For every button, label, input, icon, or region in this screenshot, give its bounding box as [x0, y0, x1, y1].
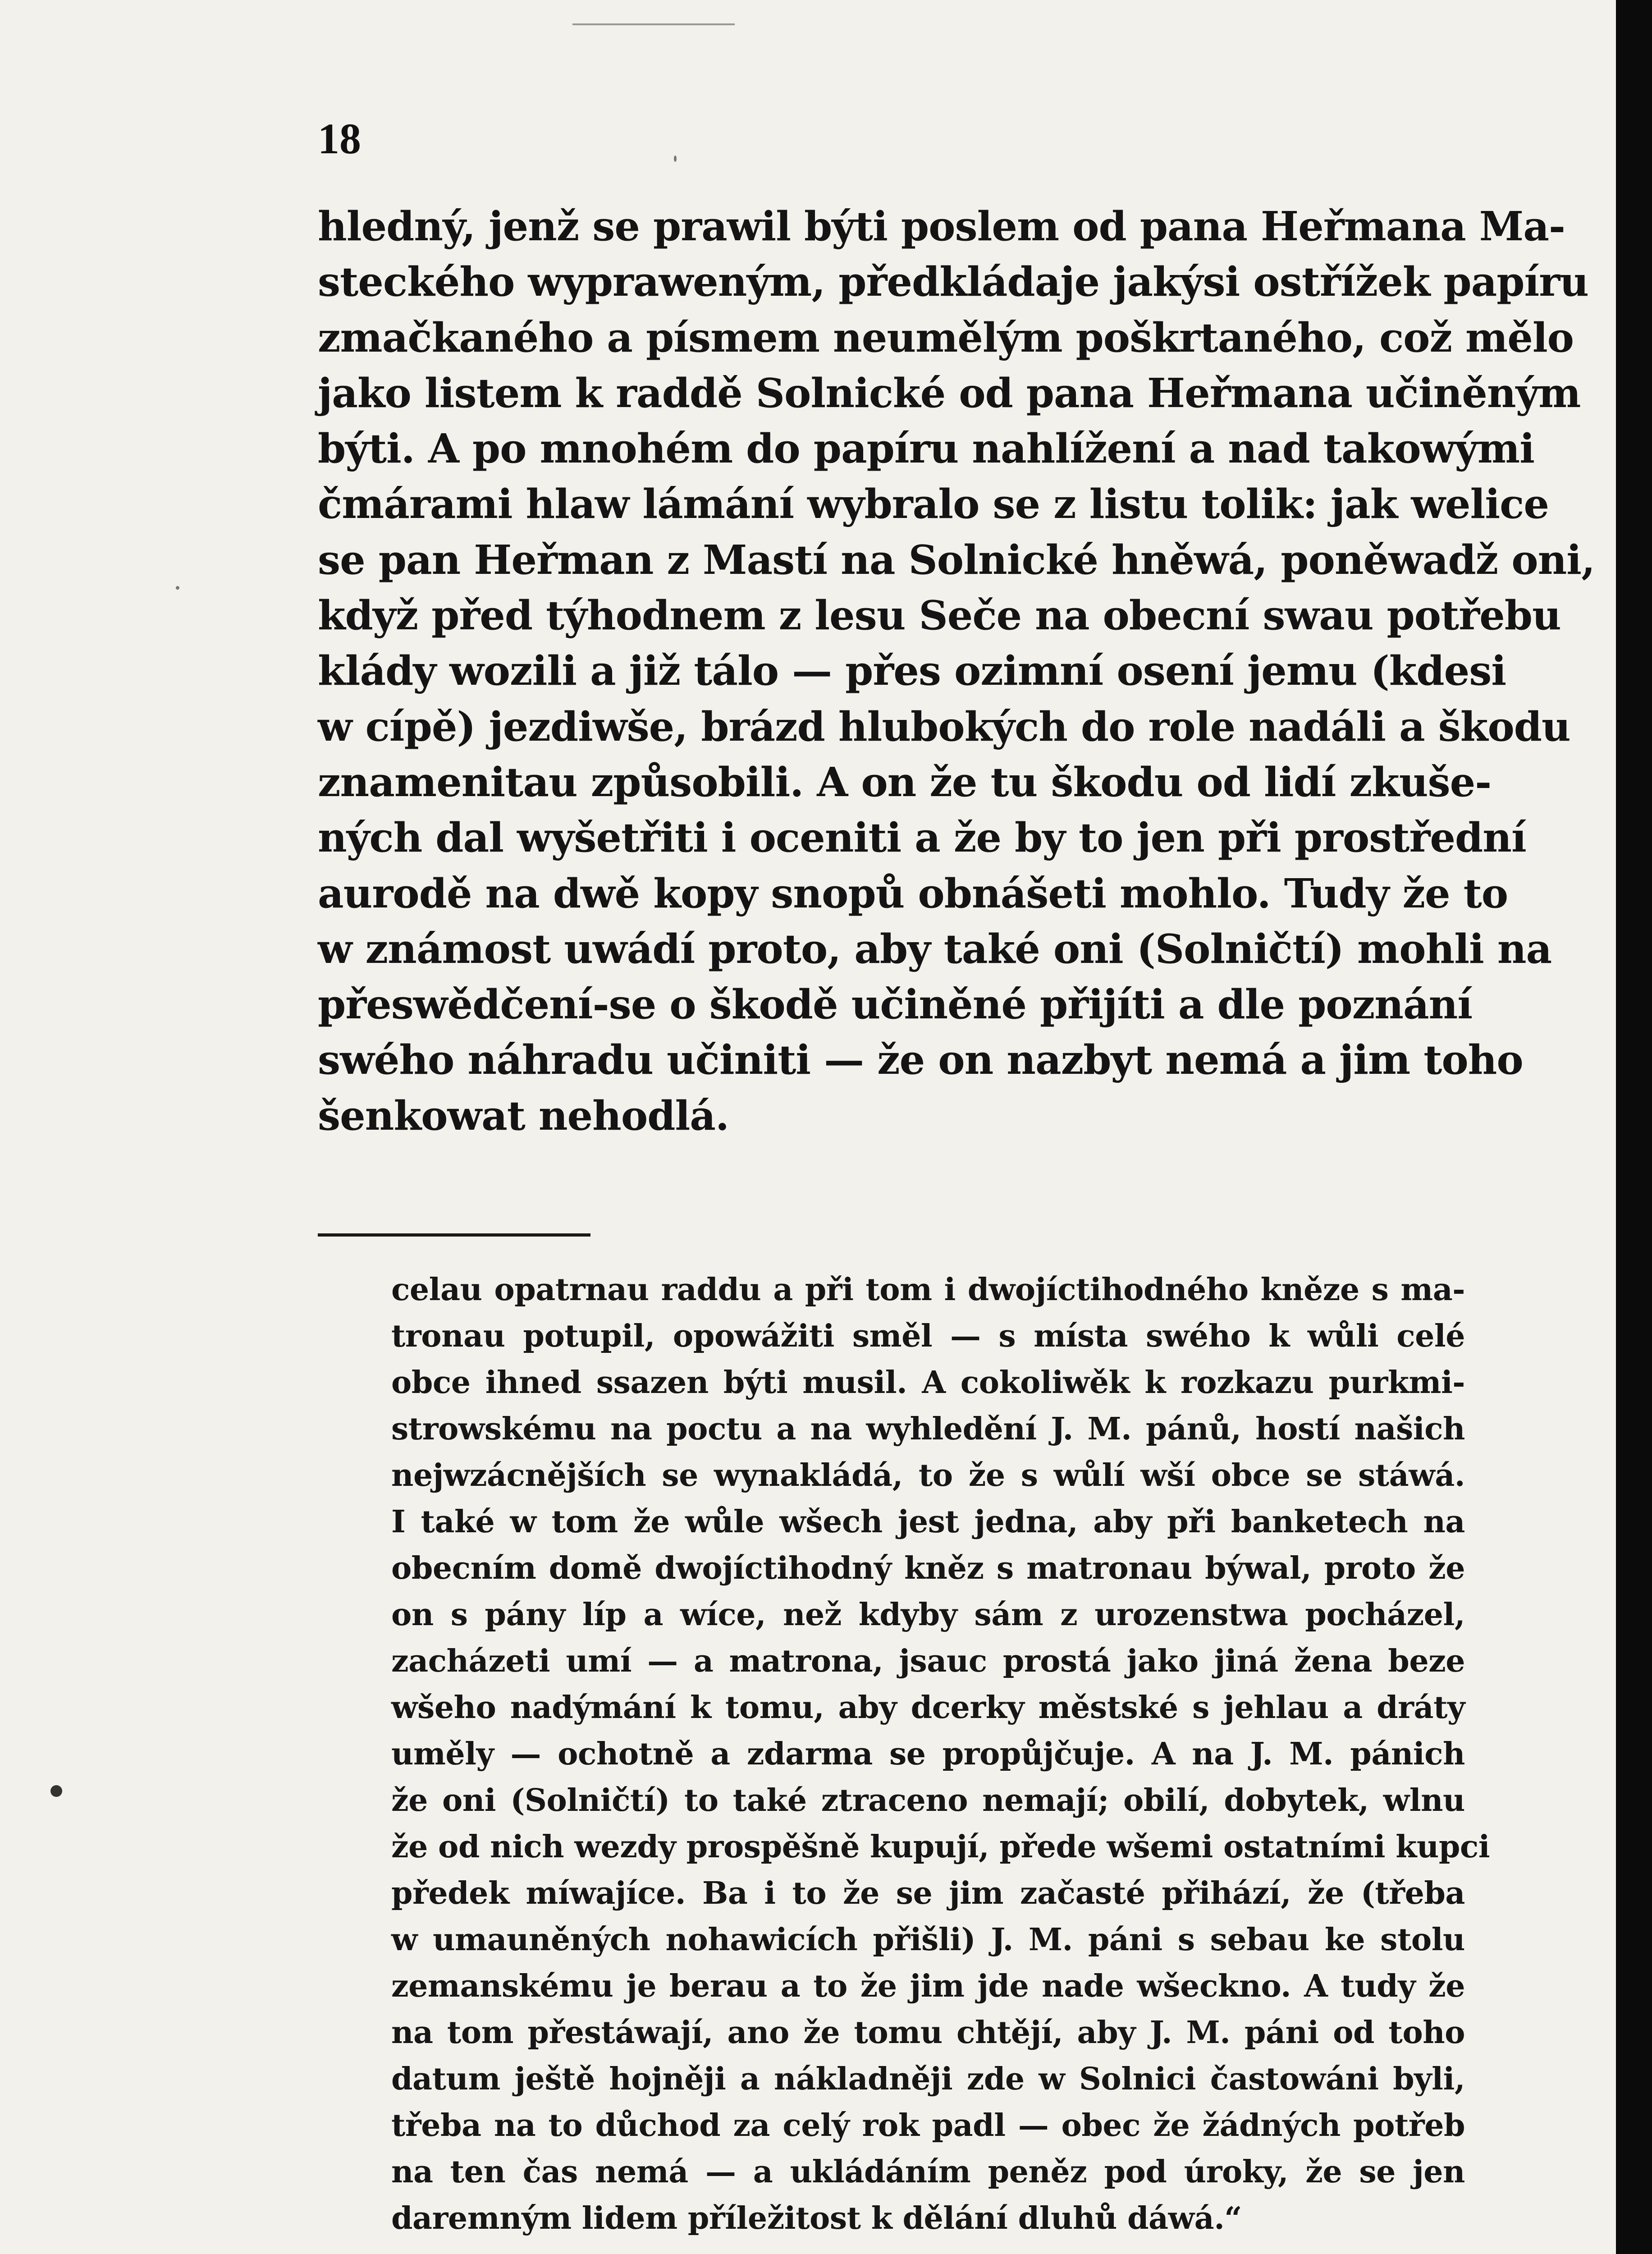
main-text-line: w cípě) jezdiwše, brázd hlubokých do role nadáli a škodu	[318, 702, 1570, 750]
footnote-line: že od nich wezdy prospěšně kupují, přede wšemi ostatními kupci	[391, 1829, 1490, 1865]
main-text-line: se pan Heřman z Mastí na Solnické hněwá, poněwadž oni,	[318, 536, 1595, 583]
footnote-line: zemanskému je berau a to že jim jde nade wšeckno. A tudy že	[391, 1968, 1465, 2004]
main-text-line: klády wozili a již tálo — přes ozimní osení jemu (kdesi	[318, 647, 1506, 695]
main-text-line: šenkowat nehodlá.	[318, 1091, 729, 1139]
page-number: 18	[318, 115, 361, 163]
footnote-line: obecním domě dwojíctihodný kněz s matronau býwal, proto že	[391, 1550, 1465, 1586]
footnote-line: wšeho nadýmání k tomu, aby dcerky městské s jehlau a dráty	[391, 1690, 1465, 1726]
main-text-block	[318, 198, 1595, 1143]
footnote-line: nejwzácnějších se wynakládá, to že s wůlí wší obce se stáwá.	[391, 1457, 1465, 1494]
main-text-line: znamenitau způsobili. A on že tu škodu od lidí zkuše-	[318, 758, 1492, 806]
footnote-line: strowskému na poctu a na wyhledění J. M. pánů, hostí našich	[391, 1411, 1465, 1447]
scan-speck	[50, 1785, 62, 1797]
main-text-line: býti. A po mnohém do papíru nahlížení a nad takowými	[318, 425, 1535, 472]
main-text-line: swého náhradu učiniti — že on nazbyt nemá a jim toho	[318, 1036, 1523, 1084]
scan-border	[1616, 0, 1652, 2254]
footnote-line: I také w tom že wůle wšech jest jedna, aby při banketech na	[391, 1504, 1465, 1540]
footnote-line: na tom přestáwají, ano že tomu chtějí, aby J. M. páni od toho	[391, 2015, 1465, 2051]
footnote-line: celau opatrnau raddu a při tom i dwojíctihodného kněze s ma-	[391, 1272, 1465, 1308]
scan-speck	[176, 586, 179, 590]
footnote-separator	[318, 1233, 590, 1237]
footnote-line: že oni (Solničtí) to také ztraceno nemají; obilí, dobytek, wlnu	[391, 1782, 1465, 1819]
main-text-line: čmárami hlaw lámání wybralo se z listu tolik: jak welice	[318, 480, 1549, 528]
footnote-line: třeba na to důchod za celý rok padl — obec že žádných potřeb	[391, 2107, 1465, 2144]
footnote-line: na ten čas nemá — a ukládáním peněz pod úroky, že se jen	[391, 2154, 1465, 2190]
footnote-line: on s pány líp a wíce, než kdyby sám z urozenstwa pocházel,	[391, 1597, 1465, 1633]
main-text-line: hledný, jenž se prawil býti poslem od pana Heřmana Ma-	[318, 202, 1565, 250]
scan-artifact-line	[572, 23, 735, 25]
main-text-line: přeswědčení-se o škodě učiněné přijíti a dle poznání	[318, 980, 1473, 1028]
scan-speck	[674, 156, 677, 162]
footnote-line: w umauněných nohawicích přišli) J. M. páni s sebau ke stolu	[391, 1922, 1465, 1958]
footnote-line: uměly — ochotně a zdarma se propůjčuje. A na J. M. pánich	[391, 1736, 1465, 1772]
footnote-line: zacházeti umí — a matrona, jsauc prostá jako jiná žena beze	[391, 1643, 1465, 1679]
footnote-line: předek míwajíce. Ba i to že se jim začasté přihází, že (třeba	[391, 1875, 1465, 1911]
footnote-line: tronau potupil, opowážiti směl — s místa swého k wůli celé	[391, 1318, 1465, 1354]
main-text-line: když před týhodnem z lesu Seče na obecní swau potřebu	[318, 591, 1561, 639]
footnote-line: datum ještě hojněji a nákladněji zde w Solnici častowáni byli,	[391, 2061, 1465, 2097]
main-text-line: aurodě na dwě kopy snopů obnášeti mohlo. Tudy že to	[318, 869, 1508, 917]
footnote-line: obce ihned ssazen býti musil. A cokoliwěk k rozkazu purkmi-	[391, 1365, 1465, 1401]
main-text-line: zmačkaného a písmem neumělým poškrtaného, což mělo	[318, 313, 1574, 361]
footnote-line: daremným lidem příležitost k dělání dluhů dáwá.“	[391, 2200, 1242, 2236]
main-text-line: jako listem k raddě Solnické od pana Heřmana učiněným	[318, 369, 1581, 417]
main-text-line: steckého wypraweným, předkládaje jakýsi ostřížek papíru	[318, 258, 1588, 306]
footnote-block	[391, 1267, 1490, 2242]
main-text-line: w známost uwádí proto, aby také oni (Solničtí) mohli na	[318, 925, 1552, 972]
main-text-line: ných dal wyšetřiti i oceniti a že by to jen při prostřední	[318, 814, 1526, 861]
